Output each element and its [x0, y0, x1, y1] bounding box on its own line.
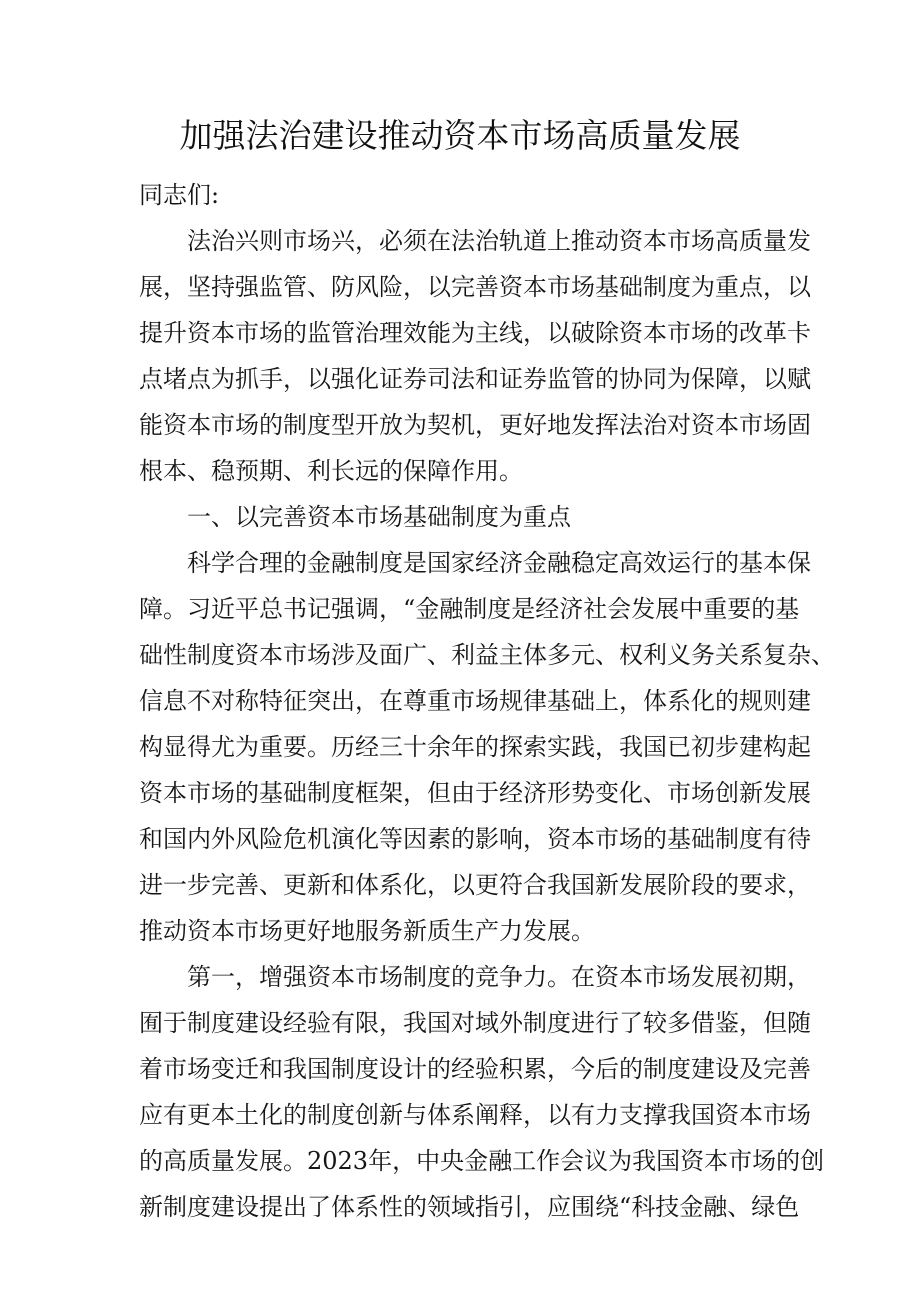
paragraph-line: 着市场变迁和我国制度设计的经验积累，今后的制度建设及完善: [139, 1055, 811, 1083]
paragraph-line: 构显得尤为重要。历经三十余年的探索实践，我国已初步建构起: [139, 733, 811, 761]
paragraph-line: 新制度建设提出了体系性的领域指引，应围绕“科技金融、绿色: [139, 1193, 800, 1221]
paragraph-line: 础性制度资本市场涉及面广、利益主体多元、权利义务关系复杂、: [139, 641, 835, 669]
paragraph-line: 第一，增强资本市场制度的竞争力。在资本市场发展初期，: [187, 963, 811, 991]
paragraph-line: 法治兴则市场兴，必须在法治轨道上推动资本市场高质量发: [187, 227, 811, 255]
paragraph-line: 推动资本市场更好地服务新质生产力发展。: [139, 917, 595, 945]
paragraph-line: 进一步完善、更新和体系化，以更符合我国新发展阶段的要求，: [139, 871, 811, 899]
paragraph-line: 科学合理的金融制度是国家经济金融稳定高效运行的基本保: [187, 549, 811, 577]
paragraph-line: 应有更本土化的制度创新与体系阐释，以有力支撑我国资本市场: [139, 1101, 811, 1129]
paragraph-line: 障。习近平总书记强调，“金融制度是经济社会发展中重要的基: [139, 595, 800, 623]
paragraph-line: 资本市场的基础制度框架，但由于经济形势变化、市场创新发展: [139, 779, 811, 807]
paragraph-line: 展，坚持强监管、防风险，以完善资本市场基础制度为重点，以: [139, 273, 811, 301]
document-title: 加强法治建设推动资本市场高质量发展: [179, 116, 741, 155]
paragraph-line: 信息不对称特征突出，在尊重市场规律基础上，体系化的规则建: [139, 687, 811, 715]
paragraph-line: 的高质量发展。2023年，中央金融工作会议为我国资本市场的创: [139, 1147, 825, 1175]
paragraph-line: 囿于制度建设经验有限，我国对域外制度进行了较多借鉴，但随: [139, 1009, 811, 1037]
paragraph-line: 根本、稳预期、利长远的保障作用。: [139, 457, 523, 485]
paragraph-line: 和国内外风险危机演化等因素的影响，资本市场的基础制度有待: [139, 825, 811, 853]
paragraph-line: 点堵点为抓手，以强化证券司法和证券监管的协同为保障，以赋: [139, 365, 811, 393]
paragraph-line: 提升资本市场的监管治理效能为主线，以破除资本市场的改革卡: [139, 319, 811, 347]
paragraph-line: 能资本市场的制度型开放为契机，更好地发挥法治对资本市场固: [139, 411, 811, 439]
salutation: 同志们:: [139, 181, 220, 209]
section-heading: 一、以完善资本市场基础制度为重点: [187, 503, 571, 531]
